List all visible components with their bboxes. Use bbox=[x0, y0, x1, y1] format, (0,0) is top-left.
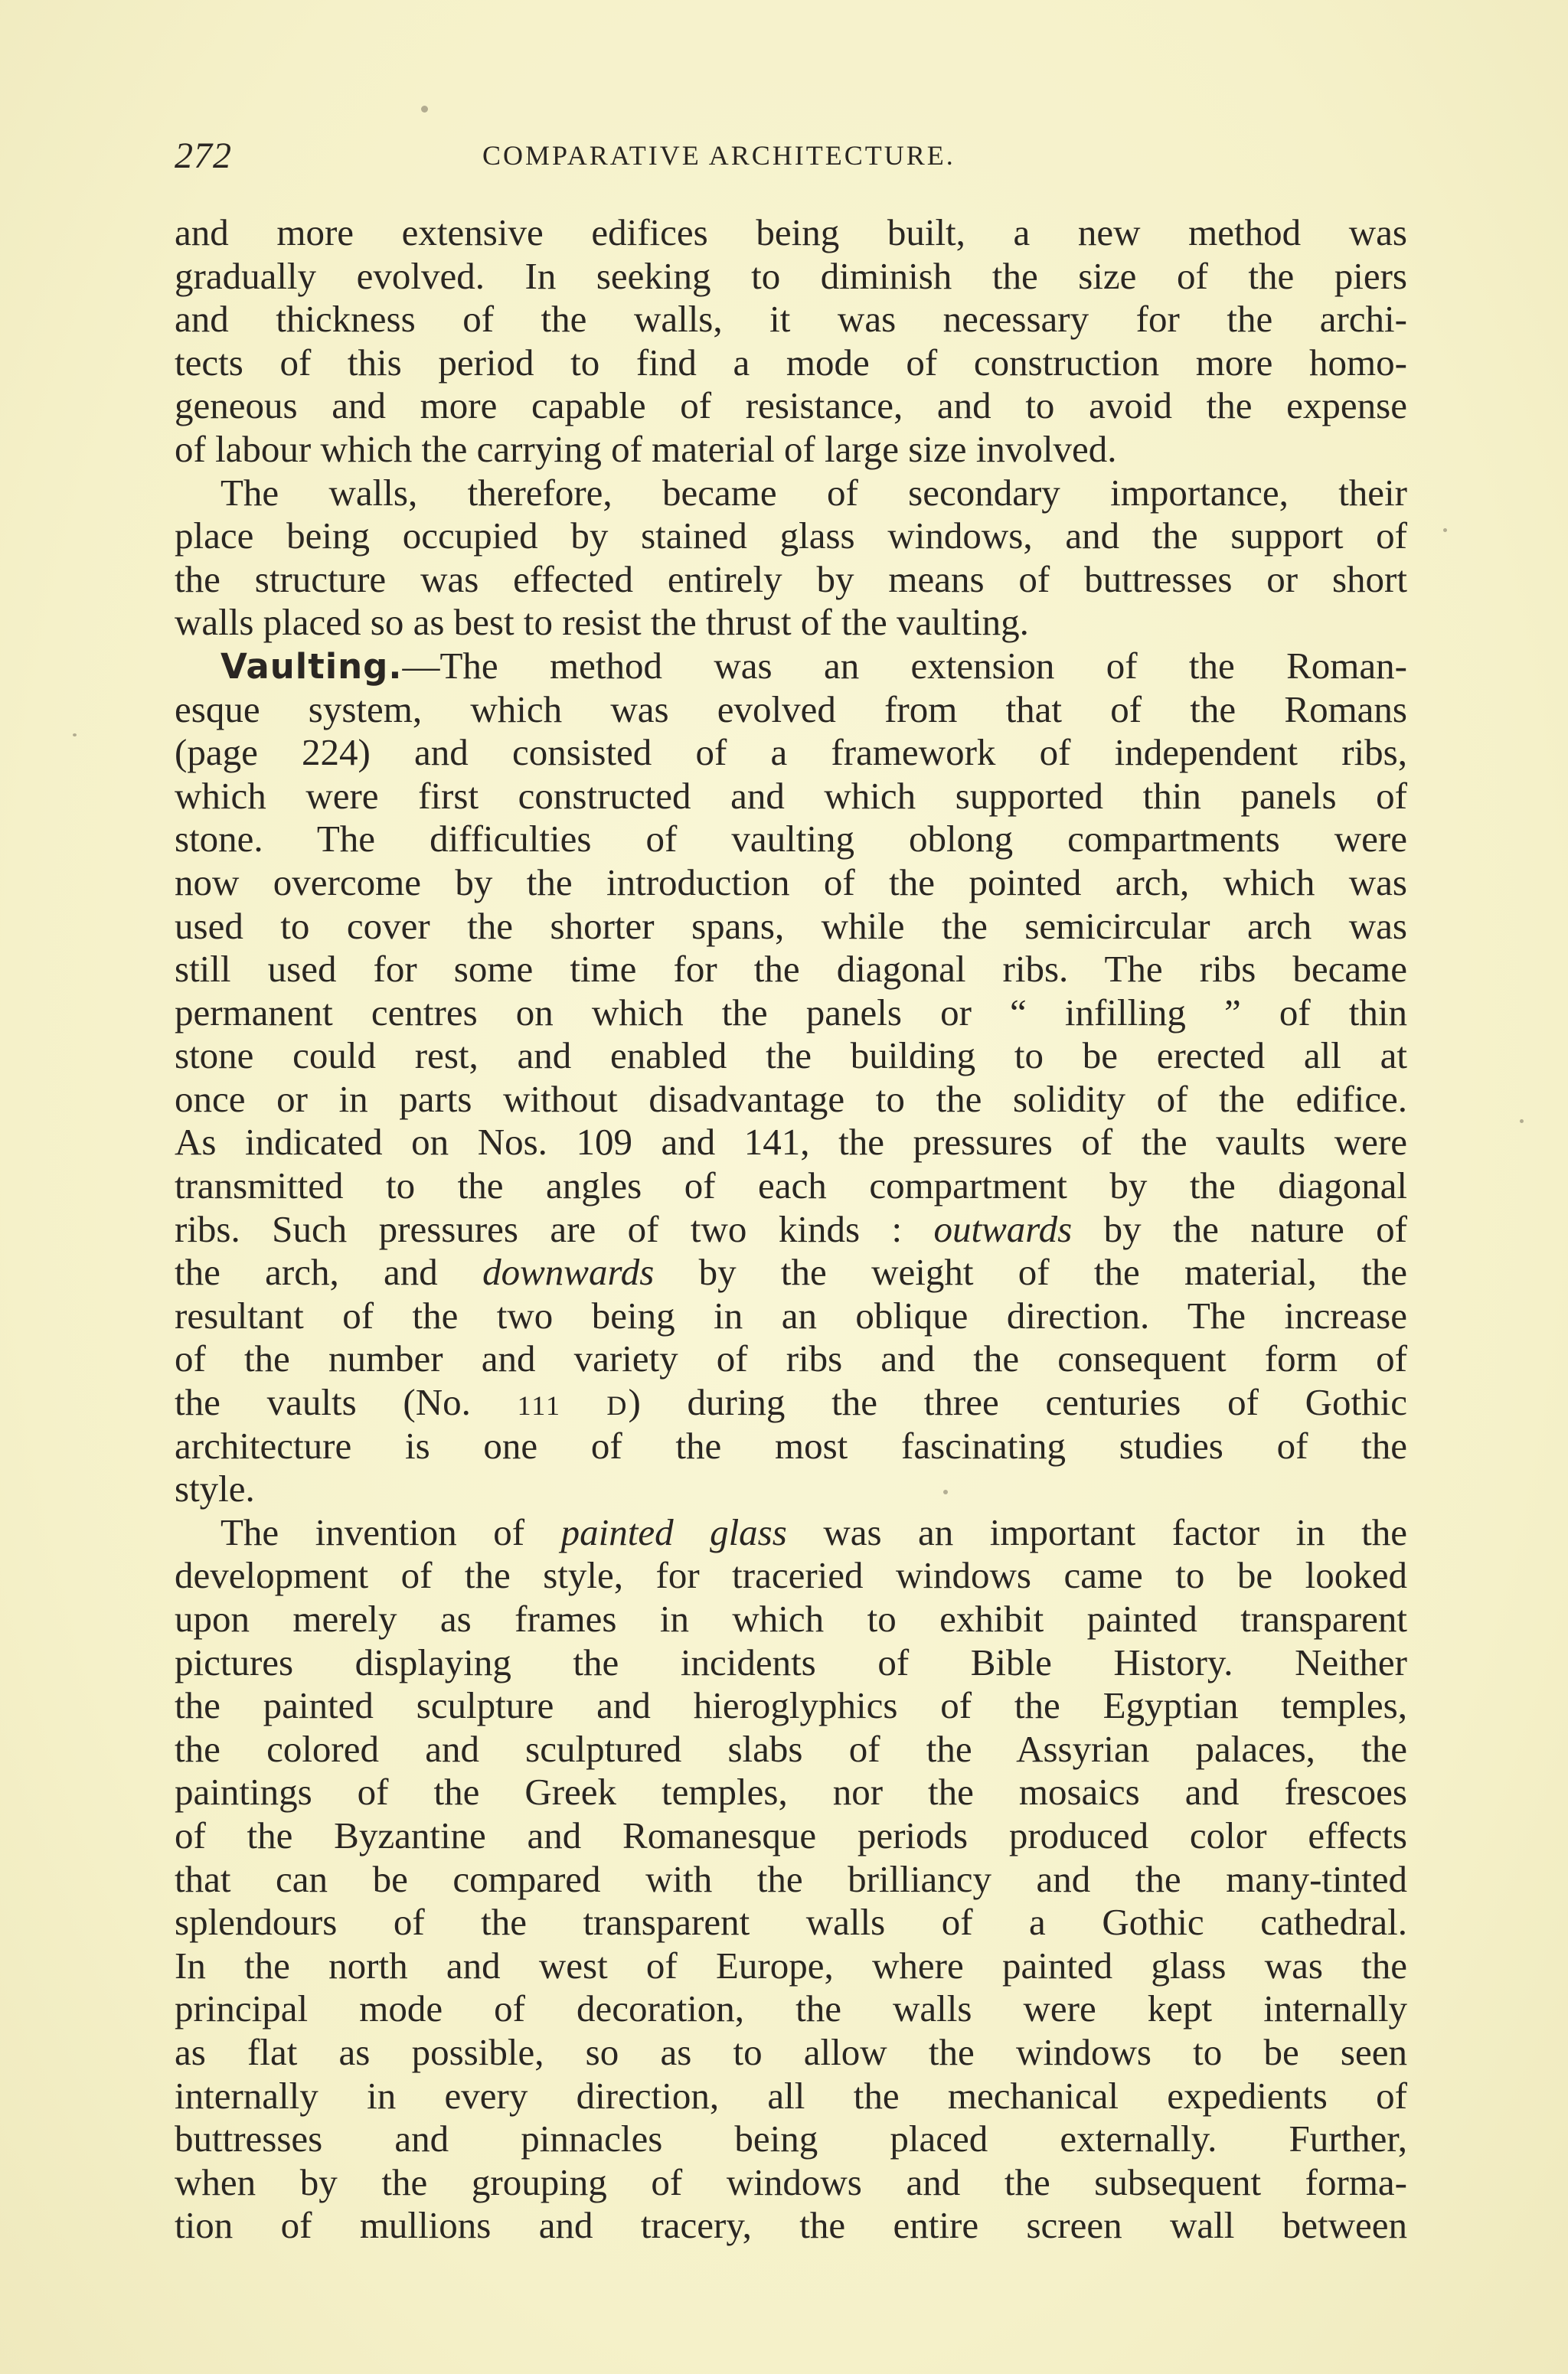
text-line: of the number and variety of ribs and the consequent form of bbox=[175, 1337, 1407, 1380]
emphasis-outwards: outwards bbox=[933, 1207, 1073, 1250]
paper-speck bbox=[1443, 528, 1447, 532]
text-line: pictures displaying the incidents of Bible History. Neither bbox=[175, 1641, 1407, 1683]
text-line: development of the style, for traceried windows came to be looked bbox=[175, 1554, 1407, 1597]
emphasis-downwards: downwards bbox=[482, 1251, 655, 1294]
text-line: used to cover the shorter spans, while the semicircular arch was bbox=[175, 904, 1407, 947]
page-number: 272 bbox=[175, 136, 232, 176]
text-line: the colored and sculptured slabs of the Assyrian palaces, the bbox=[175, 1727, 1407, 1770]
text-line: tects of this period to find a mode of construction more homo- bbox=[175, 341, 1407, 384]
paper-speck bbox=[421, 106, 428, 113]
text-line bbox=[175, 1511, 1407, 1555]
paper-speck bbox=[1520, 1119, 1524, 1123]
text-line: transmitted to the angles of each compartment by the diagonal bbox=[175, 1164, 1407, 1207]
text-line: still used for some time for the diagonal ribs. The ribs became bbox=[175, 948, 1407, 991]
text-line: which were first constructed and which supported thin panels of bbox=[175, 774, 1407, 817]
figure-reference: 111 D bbox=[517, 1390, 629, 1422]
text-line: the structure was effected entirely by means of buttresses or short bbox=[175, 557, 1407, 600]
paragraph-1 bbox=[175, 211, 1407, 472]
text-line: splendours of the transparent walls of a Gothic cathedral. bbox=[175, 1901, 1407, 1944]
text-line bbox=[175, 1208, 1407, 1252]
emphasis-painted-glass: painted glass bbox=[560, 1510, 787, 1553]
text-line: stone. The difficulties of vaulting oblong compartments were bbox=[175, 818, 1407, 860]
paragraph-vaulting bbox=[175, 645, 1407, 1511]
text-line: that can be compared with the brilliancy and the many-tinted bbox=[175, 1857, 1407, 1900]
text-line: paintings of the Greek temples, nor the mosaics and frescoes bbox=[175, 1771, 1407, 1814]
text-line bbox=[175, 645, 1407, 688]
text-run: by the nature of bbox=[1103, 1207, 1407, 1250]
text-line: gradually evolved. In seeking to diminish the size of the piers bbox=[175, 254, 1407, 297]
text-line: once or in parts without disadvantage to the solidity of the edifice. bbox=[175, 1077, 1407, 1120]
text-run: by the weight of the material, the bbox=[698, 1251, 1407, 1294]
text-line: now overcome by the introduction of the pointed arch, which was bbox=[175, 860, 1407, 903]
text-line: esque system, which was evolved from that of the Romans bbox=[175, 687, 1407, 730]
text-run: ) during the three centuries of Gothic bbox=[628, 1381, 1407, 1424]
text-line: principal mode of decoration, the walls were kept internally bbox=[175, 1987, 1407, 2030]
text-line: stone could rest, and enabled the building to be erected all at bbox=[175, 1034, 1407, 1077]
text-line: as flat as possible, so as to allow the windows to be seen bbox=[175, 2030, 1407, 2073]
text-line: (page 224) and consisted of a framework of independent ribs, bbox=[175, 731, 1407, 774]
text-line: the painted sculpture and hieroglyphics of the Egyptian temples, bbox=[175, 1684, 1407, 1727]
text-line: walls placed so as best to resist the thrust of the vaulting. bbox=[175, 601, 1029, 644]
text-run: was an important factor in the bbox=[823, 1510, 1407, 1553]
page-header bbox=[175, 135, 1423, 178]
text-run: ribs. Such pressures are of two kinds : bbox=[175, 1207, 903, 1250]
text-line: place being occupied by stained glass windows, and the support of bbox=[175, 514, 1407, 557]
text-line bbox=[175, 1251, 1407, 1295]
text-line: tion of mullions and tracery, the entire screen wall between bbox=[175, 2204, 1407, 2247]
text-line: permanent centres on which the panels or “ infilling ” of thin bbox=[175, 991, 1407, 1034]
text-run: The invention of bbox=[220, 1510, 525, 1553]
body-text bbox=[175, 211, 1407, 2248]
text-run: the arch, and bbox=[175, 1251, 438, 1294]
text-line: The walls, therefore, became of secondary importance, their bbox=[220, 471, 1407, 514]
text-line: As indicated on Nos. 109 and 141, the pressures of the vaults were bbox=[175, 1121, 1407, 1164]
text-line: and more extensive edifices being built, a new method was bbox=[175, 211, 1407, 253]
text-run: the vaults (No. bbox=[175, 1381, 471, 1424]
text-line: of labour which the carrying of material of large size involved. bbox=[175, 427, 1117, 470]
text-line: resultant of the two being in an oblique direction. The increase bbox=[175, 1294, 1407, 1337]
text-line: style. bbox=[175, 1468, 255, 1510]
text-line: of the Byzantine and Romanesque periods produced color effects bbox=[175, 1814, 1407, 1856]
text-run: —The method was an extension of the Roman- bbox=[402, 644, 1407, 687]
text-line: upon merely as frames in which to exhibit painted transparent bbox=[175, 1598, 1407, 1640]
paper-speck bbox=[73, 733, 77, 736]
text-line: geneous and more capable of resistance, and to avoid the expense bbox=[175, 384, 1407, 427]
text-line bbox=[175, 1381, 1407, 1425]
running-title: COMPARATIVE ARCHITECTURE. bbox=[482, 140, 956, 171]
text-line: and thickness of the walls, it was necessary for the archi- bbox=[175, 298, 1407, 341]
text-line: when by the grouping of windows and the subsequent forma- bbox=[175, 2160, 1407, 2203]
text-line: In the north and west of Europe, where painted glass was the bbox=[175, 1944, 1407, 1987]
paragraph-painted-glass bbox=[175, 1511, 1407, 2248]
paragraph-2 bbox=[175, 472, 1407, 645]
paper-speck bbox=[943, 1490, 948, 1494]
text-line: internally in every direction, all the mechanical expedients of bbox=[175, 2074, 1407, 2117]
text-line: architecture is one of the most fascinating studies of the bbox=[175, 1424, 1407, 1467]
text-line: buttresses and pinnacles being placed externally. Further, bbox=[175, 2118, 1407, 2160]
section-heading-vaulting: Vaulting. bbox=[220, 645, 403, 687]
